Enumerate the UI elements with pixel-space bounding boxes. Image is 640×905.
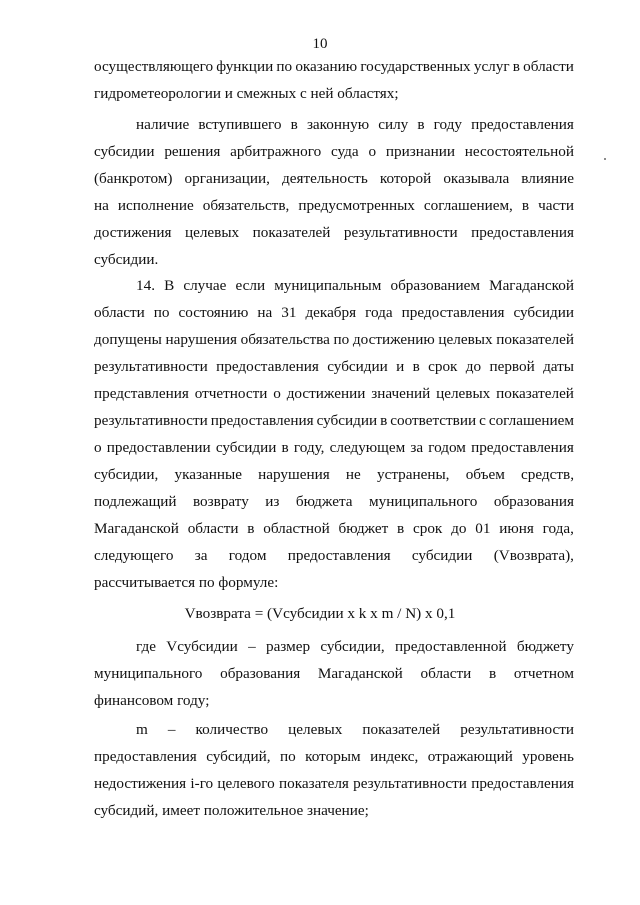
text-line: муниципального образования Магаданской области в отчетном [94, 665, 574, 682]
text-line: субсидии решения арбитражного суда о признании несостоятельной [94, 143, 574, 160]
text-line: субсидии, указанные нарушения не устранены, объем средств, [94, 466, 574, 483]
text-line: рассчитывается по формуле: [94, 574, 279, 591]
text-line: на исполнение обязательств, предусмотренных соглашением, в части [94, 197, 574, 214]
text-line: представления отчетности о достижении значений целевых показателей [94, 385, 574, 402]
text-line: субсидии. [94, 251, 159, 268]
text-line: о предоставлении субсидии в году, следующем за годом предоставления [94, 439, 574, 456]
text-line: 14. В случае если муниципальным образованием Магаданской [136, 277, 574, 294]
text-line: допущены нарушения обязательства по достижению целевых показателей [94, 331, 574, 348]
text-line: результативности предоставления субсидии в соответствии с соглашением [94, 412, 574, 429]
page-number: 10 [312, 36, 328, 52]
text-line: следующего за годом предоставления субсидии (Vвозврата), [94, 547, 574, 564]
formula: Vвозврата = (Vсубсидии x k x m / N) x 0,1 [184, 605, 456, 622]
text-line: субсидий, имеет положительное значение; [94, 802, 369, 819]
margin-mark [604, 158, 606, 160]
text-line: Магаданской области в областной бюджет в срок до 01 июня года, [94, 520, 574, 537]
text-line: (банкротом) организации, деятельность которой оказывала влияние [94, 170, 574, 187]
text-line: где Vсубсидии – размер субсидии, предоставленной бюджету [136, 638, 574, 655]
text-line: достижения целевых показателей результативности предоставления [94, 224, 574, 241]
text-line: результативности предоставления субсидии и в срок до первой даты [94, 358, 574, 375]
text-line: недостижения i-го целевого показателя результативности предоставления [94, 775, 574, 792]
text-line: m – количество целевых показателей результативности [136, 721, 574, 738]
text-line: осуществляющего функции по оказанию государственных услуг в области [94, 58, 574, 75]
text-line: наличие вступившего в законную силу в году предоставления [136, 116, 574, 133]
text-line: подлежащий возврату из бюджета муниципального образования [94, 493, 574, 510]
text-line: финансовом году; [94, 692, 210, 709]
text-line: гидрометеорологии и смежных с ней областях; [94, 85, 399, 102]
text-line: предоставления субсидий, по которым индекс, отражающий уровень [94, 748, 574, 765]
text-line: области по состоянию на 31 декабря года предоставления субсидии [94, 304, 574, 321]
